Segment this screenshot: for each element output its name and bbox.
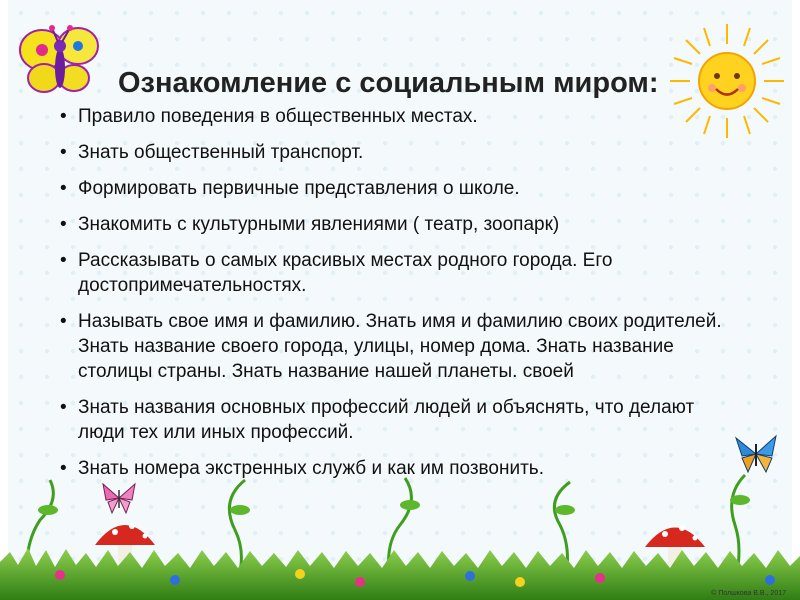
list-item: • Знать общественный транспорт. <box>56 140 746 165</box>
list-item: • Рассказывать о самых красивых местах родного города. Его достопримечательностях. <box>56 248 746 298</box>
author-credit: © Полшкова В.В., 2017 <box>711 590 786 597</box>
pink-butterfly-icon <box>100 480 138 516</box>
bullet-list <box>56 104 746 492</box>
list-item: • Знать номера экстренных служб и как им позвонить. <box>56 456 746 481</box>
list-item: • Правило поведения в общественных местах. <box>56 104 746 129</box>
butterfly-icon <box>14 22 104 102</box>
list-item: • Знать названия основных профессий людей и объяснять, что делают люди тех или иных профессий. <box>56 395 746 445</box>
list-item: • Формировать первичные представления о школе. <box>56 176 746 201</box>
slide-title: Ознакомление с социальным миром: <box>118 67 659 100</box>
list-item: • Знакомить с культурными явлениями ( театр, зоопарк) <box>56 212 746 237</box>
list-item: • Называть свое имя и фамилию. Знать имя и фамилию своих родителей. Знать название своего города, улицы, номер дома. Знать название столицы страны. Знать название нашей планеты. своей <box>56 309 746 384</box>
